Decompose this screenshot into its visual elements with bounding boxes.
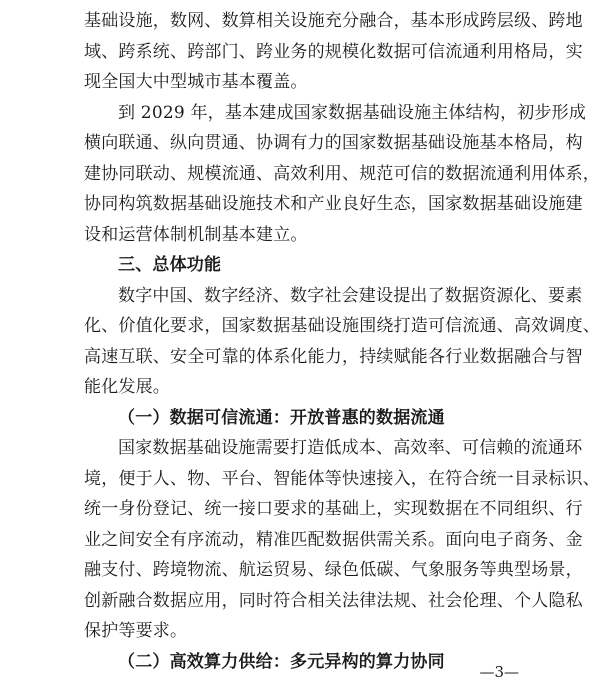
- page-number: —3—: [479, 663, 519, 681]
- paragraph-line: 协同构筑数据基础设施技术和产业良好生态，国家数据基础设施建: [84, 194, 583, 214]
- paragraph-line: 到 2029 年，基本建成国家数据基础设施主体结构，初步形成: [118, 102, 587, 123]
- paragraph-line: 域、跨系统、跨部门、跨业务的规模化数据可信流通利用格局，实: [84, 41, 583, 62]
- paragraph-line: 统一身份登记、统一接口要求的基础上，实现数据在不同组织、行: [84, 499, 583, 519]
- paragraph-line: 化、价值化要求，国家数据基础设施围绕打造可信流通、高效调度、: [84, 316, 600, 336]
- paragraph-line: 基础设施，数网、数算相关设施充分融合，基本形成跨层级、跨地: [84, 11, 583, 31]
- paragraph-line: 现全国大中型城市基本覆盖。: [84, 72, 308, 92]
- subsection-heading: （一）数据可信流通：开放普惠的数据流通: [118, 407, 445, 428]
- paragraph-line: 数字中国、数字经济、数字社会建设提出了数据资源化、要素: [118, 285, 583, 306]
- paragraph-line: 国家数据基础设施需要打造低成本、高效率、可信赖的流通环: [118, 438, 583, 458]
- paragraph-line: 融支付、跨境物流、航运贸易、绿色低碳、气象服务等典型场景，: [84, 560, 583, 580]
- paragraph-line: 保护等要求。: [84, 621, 188, 641]
- paragraph-line: 能化发展。: [84, 377, 170, 397]
- subsection-heading: （二）高效算力供给：多元异构的算力协同: [118, 651, 445, 672]
- section-heading: 三、总体功能: [118, 255, 222, 275]
- paragraph-line: 创新融合数据应用，同时符合相关法律法规、社会伦理、个人隐私: [84, 590, 583, 611]
- paragraph-line: 建协同联动、规模流通、高效利用、规范可信的数据流通利用体系，: [84, 163, 600, 184]
- paragraph-line: 高速互联、安全可靠的体系化能力，持续赋能各行业数据融合与智: [84, 346, 583, 367]
- paragraph-line: 设和运营体制机制基本建立。: [84, 224, 308, 245]
- paragraph-line: 业之间安全有序流动，精准匹配数据供需关系。面向电子商务、金: [84, 529, 583, 550]
- paragraph-line: 横向联通、纵向贯通、协调有力的国家数据基础设施基本格局，构: [84, 133, 583, 153]
- paragraph-line: 境，便于人、物、平台、智能体等快速接入，在符合统一目录标识、: [84, 468, 600, 489]
